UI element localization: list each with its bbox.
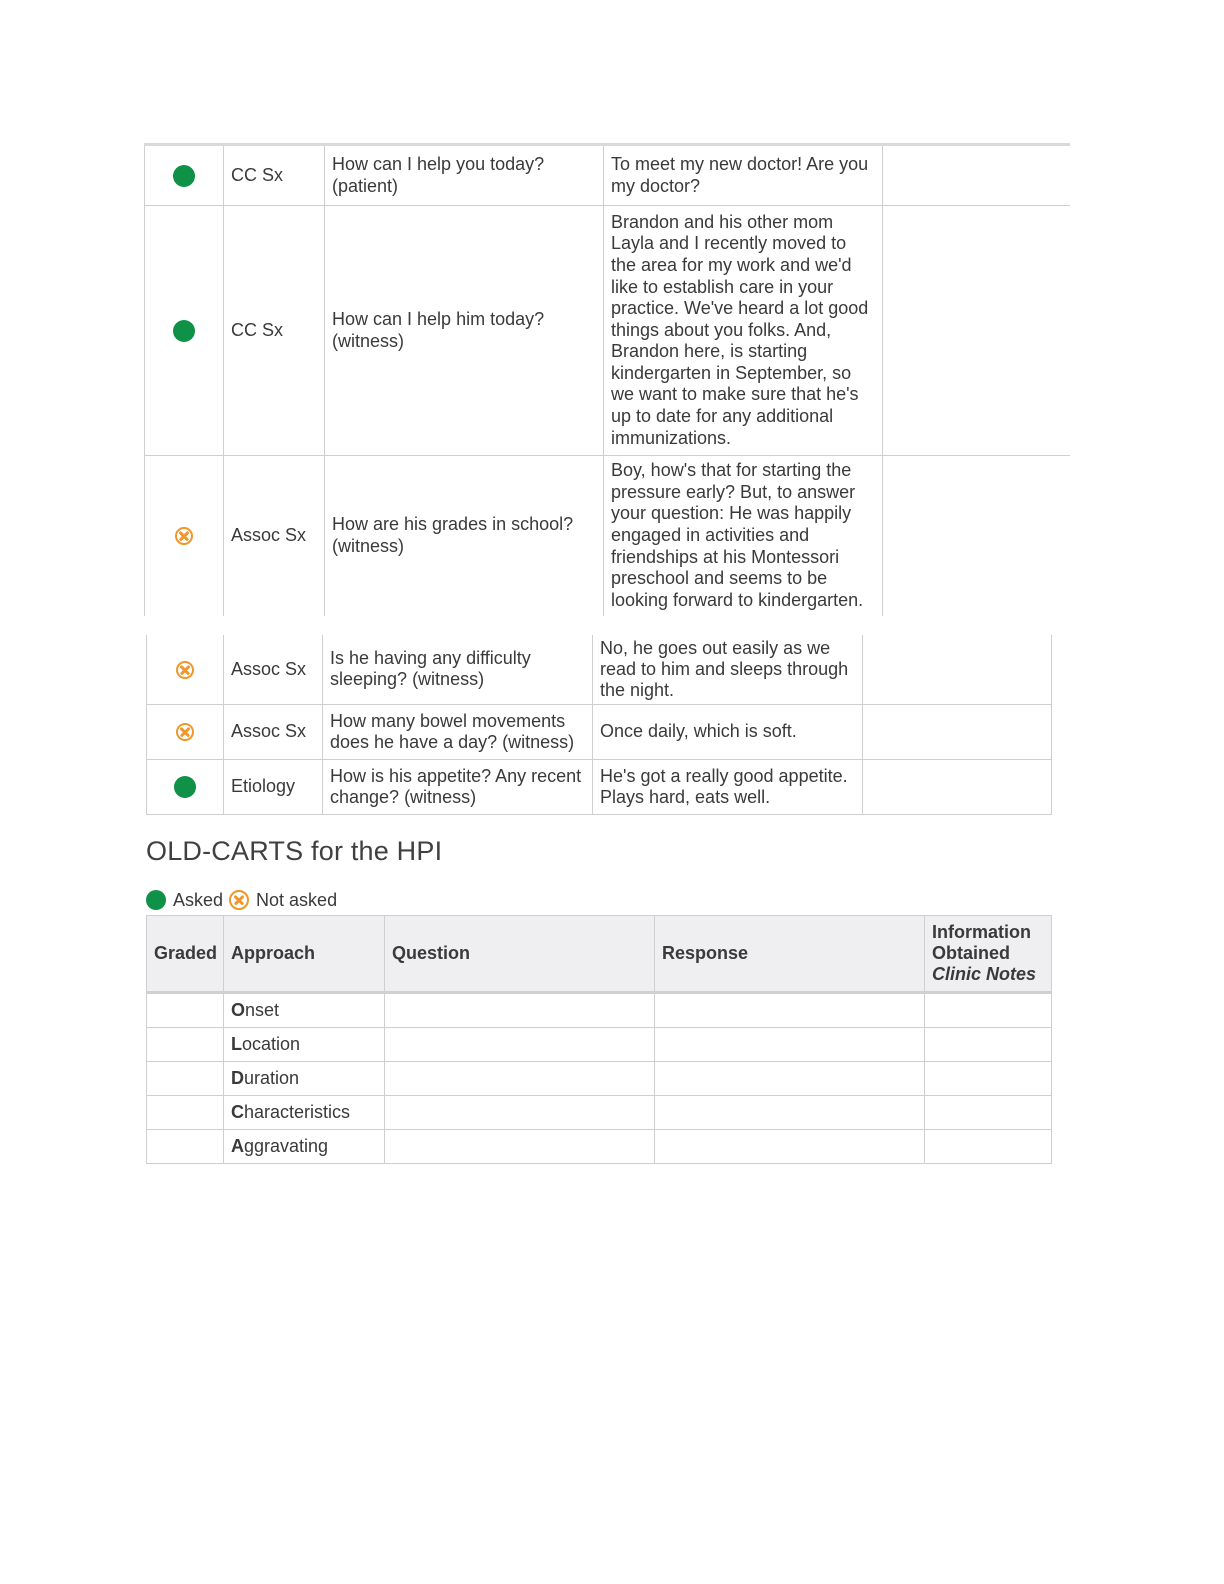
- question-cell: How are his grades in school? (witness): [325, 456, 604, 616]
- status-cell: [147, 635, 224, 704]
- table-row: [147, 704, 1052, 759]
- not-asked-status-icon: [176, 661, 194, 679]
- approach-rest: ocation: [242, 1034, 301, 1054]
- response-cell: [655, 1130, 925, 1164]
- status-cell: [145, 206, 224, 456]
- response-cell: He's got a really good appetite. Plays hard, eats well.: [593, 759, 863, 814]
- notes-cell: [883, 456, 1070, 616]
- approach-cell: CC Sx: [224, 145, 325, 206]
- notes-cell: [883, 145, 1070, 206]
- table-row: [147, 1028, 1052, 1062]
- old-carts-table-container: [146, 915, 1052, 1156]
- response-cell: No, he goes out easily as we read to him and sleeps through the night.: [593, 635, 863, 704]
- graded-cell: [147, 1028, 224, 1062]
- table-header-row: [147, 916, 1052, 993]
- response-cell: [655, 1062, 925, 1096]
- question-cell: [385, 1096, 655, 1130]
- approach-initial: A: [231, 1136, 244, 1156]
- approach-initial: D: [231, 1068, 244, 1088]
- header-graded: Graded: [147, 916, 224, 993]
- response-cell: Boy, how's that for starting the pressure early? But, to answer your question: He was happily engaged in activities and friendships at his Montessori preschool and seems to be looking forward to kindergarten.: [604, 456, 883, 616]
- approach-cell: [224, 1130, 385, 1164]
- table-row: [147, 1096, 1052, 1130]
- question-cell: [385, 993, 655, 1028]
- approach-cell: [224, 1062, 385, 1096]
- graded-cell: [147, 1096, 224, 1130]
- notes-cell: [925, 1130, 1052, 1164]
- approach-cell: Etiology: [224, 759, 323, 814]
- old-carts-table: [146, 915, 1052, 1164]
- notes-cell: [883, 206, 1070, 456]
- notes-cell: [863, 635, 1052, 704]
- section-title: OLD-CARTS for the HPI: [146, 836, 443, 866]
- header-info-line1: Information: [932, 922, 1031, 942]
- header-information: [925, 916, 1052, 993]
- asked-status-icon: [173, 320, 195, 342]
- question-cell: How is his appetite? Any recent change? (witness): [323, 759, 593, 814]
- legend-asked-label: Asked: [173, 889, 224, 910]
- header-question: Question: [385, 916, 655, 993]
- approach-initial: C: [231, 1102, 244, 1122]
- approach-rest: ggravating: [244, 1136, 329, 1156]
- status-cell: [145, 145, 224, 206]
- header-info-line3: Clinic Notes: [932, 964, 1037, 984]
- approach-cell: Assoc Sx: [224, 635, 323, 704]
- table-row: [147, 1062, 1052, 1096]
- notes-cell: [925, 1028, 1052, 1062]
- history-table-middle: [146, 635, 1052, 815]
- response-cell: [655, 1028, 925, 1062]
- question-cell: [385, 1028, 655, 1062]
- approach-rest: uration: [244, 1068, 300, 1088]
- approach-initial: L: [231, 1034, 242, 1054]
- history-table-top: [144, 143, 1070, 616]
- status-legend: [146, 888, 337, 912]
- notes-cell: [863, 759, 1052, 814]
- question-cell: How can I help you today? (patient): [325, 145, 604, 206]
- header-info-line2: Obtained: [932, 943, 1011, 963]
- not-asked-legend-icon: [229, 890, 249, 910]
- table-row: [145, 206, 1070, 456]
- header-approach: Approach: [224, 916, 385, 993]
- asked-legend-icon: [146, 890, 166, 910]
- response-cell: To meet my new doctor! Are you my doctor?: [604, 145, 883, 206]
- graded-cell: [147, 993, 224, 1028]
- header-response: Response: [655, 916, 925, 993]
- status-cell: [147, 759, 224, 814]
- approach-cell: Assoc Sx: [224, 704, 323, 759]
- asked-status-icon: [173, 165, 195, 187]
- notes-cell: [925, 1062, 1052, 1096]
- approach-rest: haracteristics: [244, 1102, 351, 1122]
- response-cell: [655, 1096, 925, 1130]
- question-cell: How many bowel movements does he have a day? (witness): [323, 704, 593, 759]
- not-asked-status-icon: [176, 723, 194, 741]
- question-cell: Is he having any difficulty sleeping? (witness): [323, 635, 593, 704]
- status-cell: [145, 456, 224, 616]
- approach-cell: [224, 993, 385, 1028]
- table-row: [147, 1130, 1052, 1164]
- graded-cell: [147, 1130, 224, 1164]
- question-cell: [385, 1130, 655, 1164]
- table-row: [147, 759, 1052, 814]
- question-cell: How can I help him today? (witness): [325, 206, 604, 456]
- not-asked-status-icon: [175, 527, 193, 545]
- table-row: [147, 993, 1052, 1028]
- response-cell: [655, 993, 925, 1028]
- question-cell: [385, 1062, 655, 1096]
- approach-cell: Assoc Sx: [224, 456, 325, 616]
- approach-cell: CC Sx: [224, 206, 325, 456]
- notes-cell: [925, 993, 1052, 1028]
- table-row: [147, 635, 1052, 704]
- graded-cell: [147, 1062, 224, 1096]
- approach-cell: [224, 1028, 385, 1062]
- notes-cell: [925, 1096, 1052, 1130]
- approach-rest: nset: [245, 1000, 280, 1020]
- table-row: [145, 145, 1070, 206]
- asked-status-icon: [174, 776, 196, 798]
- notes-cell: [863, 704, 1052, 759]
- legend-not-asked-label: Not asked: [256, 889, 338, 910]
- table-row: [145, 456, 1070, 616]
- status-cell: [147, 704, 224, 759]
- response-cell: Brandon and his other mom Layla and I recently moved to the area for my work and we'd like to establish care in your practice. We've heard a lot good things about you folks. And, Brandon here, is starting kindergarten in September, so we want to make sure that he's up to date for any additional immunizations.: [604, 206, 883, 456]
- approach-initial: O: [231, 1000, 246, 1020]
- response-cell: Once daily, which is soft.: [593, 704, 863, 759]
- approach-cell: [224, 1096, 385, 1130]
